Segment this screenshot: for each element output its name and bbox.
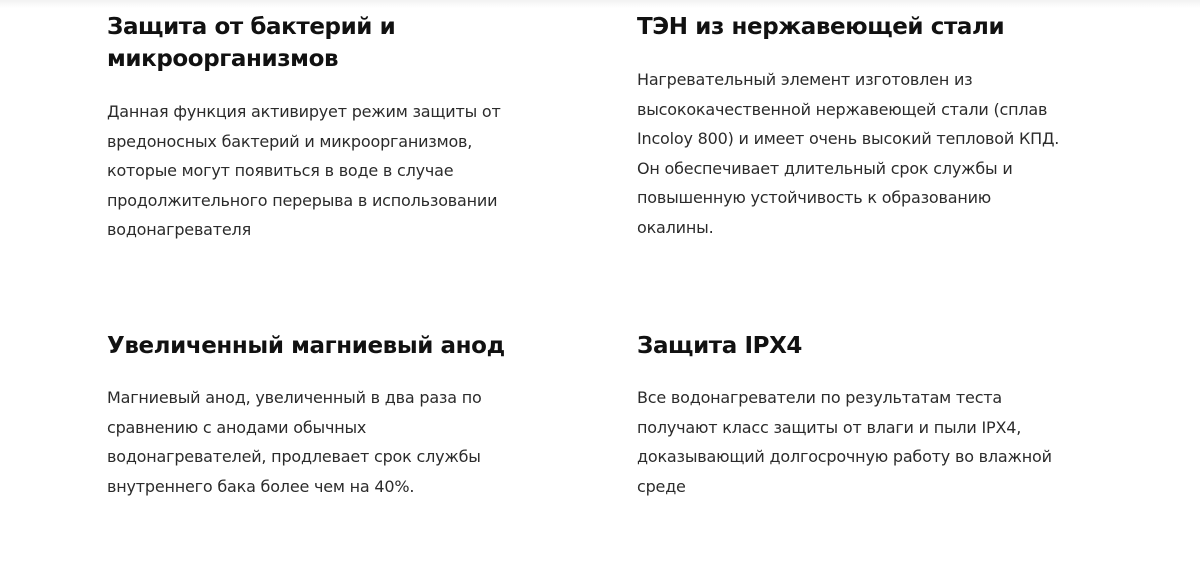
top-edge-shadow	[0, 0, 1200, 8]
feature-ipx4-protection	[637, 330, 1097, 501]
feature-bacteria-protection	[107, 11, 567, 245]
feature-title: ТЭН из нержавеющей стали	[637, 14, 1005, 40]
feature-description: Все водонагреватели по результатам теста получают класс защиты от влаги и пыли IPX4, доказывающий долгосрочную работу во влажной среде	[637, 388, 1052, 496]
feature-title: Увеличенный магниевый анод	[107, 333, 505, 359]
feature-description: Магниевый анод, увеличенный в два раза по сравнению с анодами обычных водонагревателей, продлевает срок службы внутреннего бака более чем на 40%.	[107, 388, 482, 496]
feature-description: Нагревательный элемент изготовлен из высококачественной нержавеющей стали (сплав Incoloy 800) и имеет очень высокий тепловой КПД. Он обеспечивает длительный срок службы и повышенную устойчивость к образованию окалины.	[637, 70, 1060, 237]
feature-magnesium-anode	[107, 330, 567, 501]
feature-stainless-heater	[637, 11, 1097, 242]
feature-title: Защита IPX4	[637, 333, 803, 359]
feature-description: Данная функция активирует режим защиты от вредоносных бактерий и микроорганизмов, которые могут появиться в воде в случае продолжительного перерыва в использовании водонагревателя	[107, 102, 501, 239]
feature-title: Защита от бактерий и микроорганизмов	[107, 14, 396, 72]
